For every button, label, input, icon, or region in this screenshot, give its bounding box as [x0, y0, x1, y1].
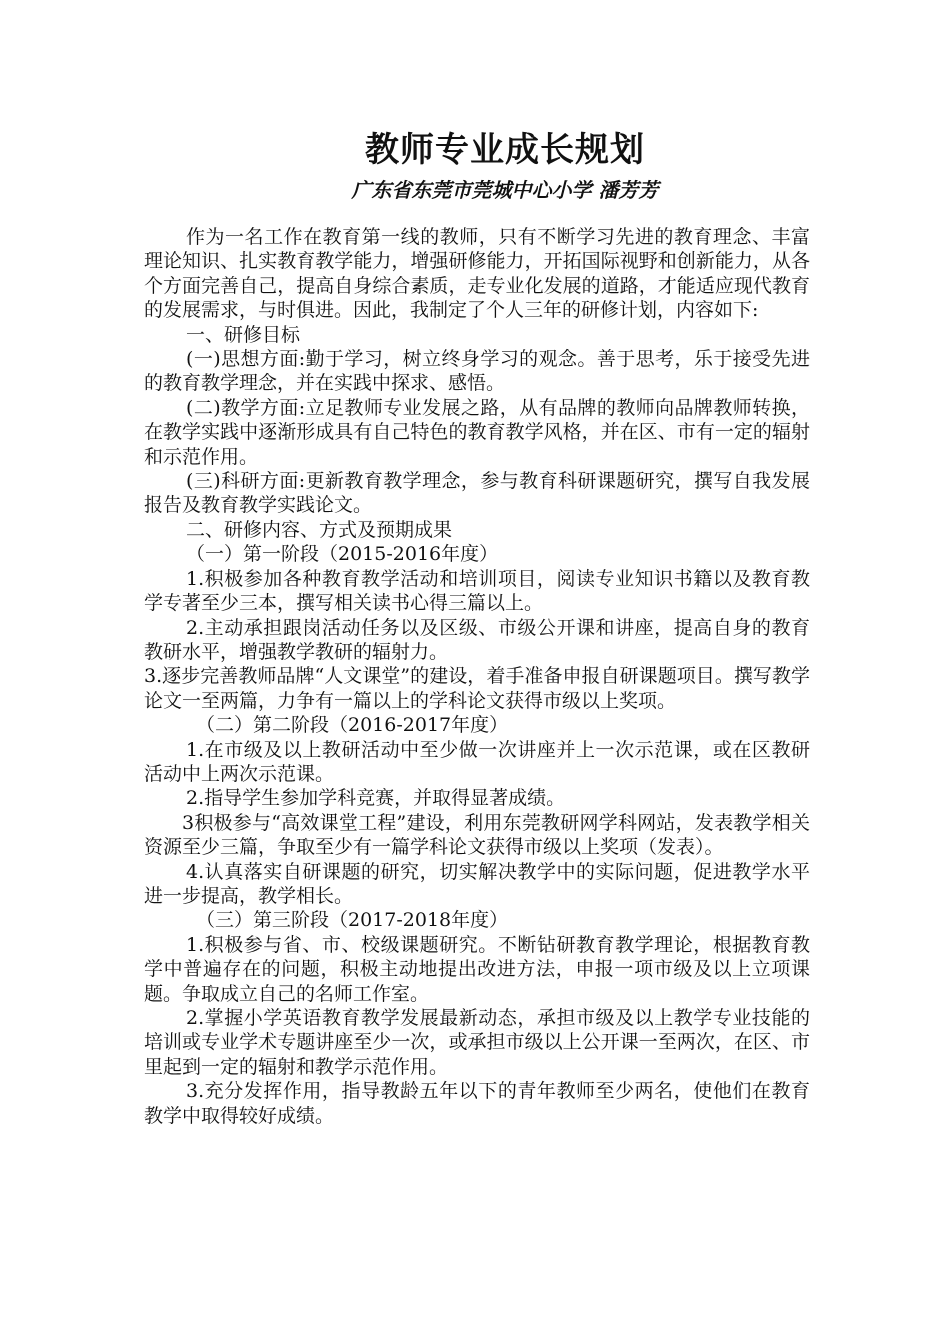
document-subtitle: 广东省东莞市莞城中心小学 潘芳芳 [351, 178, 659, 202]
stage-3-item-3: 3.充分发挥作用，指导教龄五年以下的青年教师至少两名，使他们在教育教学中取得较好成绩。 [144, 1080, 810, 1127]
stage-1-item-1: 1.积极参加各种教育教学活动和培训项目，阅读专业知识书籍以及教育教学专著至少三本，撰写相关读书心得三篇以上。 [144, 567, 810, 615]
intro-paragraph: 作为一名工作在教育第一线的教师，只有不断学习先进的教育理念、丰富理论知识、扎实教育教学能力，增强研修能力，开拓国际视野和创新能力，从各个方面完善自己，提高自身综合素质，走专业化发展的道路，才能适应现代教育的发展需求，与时俱进。因此，我制定了个人三年的研修计划，内容如下: [144, 226, 810, 322]
stage-1-item-3: 3.逐步完善教师品牌“人文课堂”的建设，着手准备申报自研课题项目。撰写教学论文一至两篇，力争有一篇以上的学科论文获得市级以上奖项。 [144, 665, 810, 712]
stage-1-heading: （一）第一阶段（2015-2016年度） [186, 543, 499, 566]
stage-2-item-2: 2.指导学生参加学科竞赛，并取得显著成绩。 [186, 787, 566, 810]
section-heading-content: 二、研修内容、方式及预期成果 [186, 518, 453, 541]
stage-3-item-2: 2.掌握小学英语教育教学发展最新动态，承担市级及以上教学专业技能的培训或专业学术专题讲座至少一次，或承担市级以上公开课一至两次，在区、市里起到一定的辐射和教学示范作用。 [144, 1007, 810, 1078]
document-body [144, 225, 810, 1128]
stage-2-item-4: 4.认真落实自研课题的研究，切实解决教学中的实际问题，促进教学水平进一步提高，教学相长。 [144, 860, 810, 907]
goal-research: (三)科研方面:更新教育教学理念，参与教育科研课题研究，撰写自我发展报告及教育教学实践论文。 [144, 470, 810, 517]
stage-3-item-1: 1.积极参与省、市、校级课题研究。不断钻研教育教学理论，根据教育教学中普遍存在的问题，积极主动地提出改进方法，申报一项市级及以上立项课题。争取成立自己的名师工作室。 [144, 933, 810, 1005]
stage-2-heading: （二）第二阶段（2016-2017年度） [196, 714, 509, 737]
stage-3-heading: （三）第三阶段（2017-2018年度） [196, 909, 509, 932]
stage-1-item-2: 2.主动承担跟岗活动任务以及区级、市级公开课和讲座，提高自身的教育教研水平，增强教学教研的辐射力。 [144, 616, 810, 663]
stage-2-item-3: 3积极参与“高效课堂工程”建设，利用东莞教研网学科网站，发表教学相关资源至少三篇，争取至少有一篇学科论文获得市级以上奖项（发表）。 [144, 811, 810, 859]
section-heading-goals: 一、研修目标 [186, 323, 301, 346]
stage-2-item-1: 1.在市级及以上教研活动中至少做一次讲座并上一次示范课，或在区教研活动中上两次示范课。 [144, 738, 810, 785]
goal-thought: (一)思想方面:勤于学习，树立终身学习的观念。善于思考，乐于接受先进的教育教学理念，并在实践中探求、感悟。 [144, 348, 810, 395]
goal-teaching: (二)教学方面:立足教师专业发展之路，从有品牌的教师向品牌教师转换，在教学实践中逐渐形成具有自己特色的教育教学风格，并在区、市有一定的辐射和示范作用。 [144, 396, 810, 468]
document-title: 教师专业成长规划 [365, 130, 645, 170]
